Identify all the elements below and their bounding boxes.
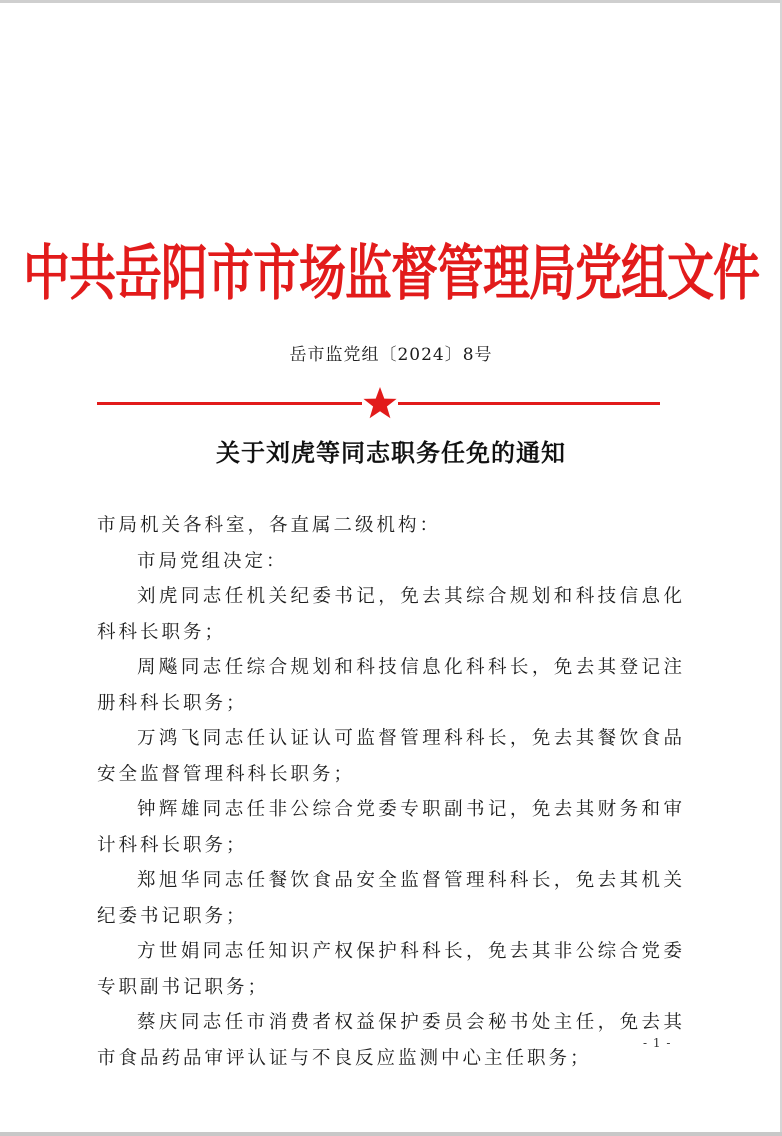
star-icon [362,386,398,420]
page-number: - 1 - [643,1036,672,1050]
scan-edge-bottom [0,1132,782,1136]
decision-intro: 市局党组决定： [137,550,288,572]
appointment-paragraph: 蔡庆同志任市消费者权益保护委员会秘书处主任，免去其市食品药品审评认证与不良反应监测中心主任职务； [97,1012,685,1069]
appointment-paragraph: 钟辉雄同志任非公综合党委专职副书记，免去其财务和审计科科长职务； [97,799,685,856]
notice-body [97,508,685,1076]
appointment-paragraph: 方世娟同志任知识产权保护科科长，免去其非公综合党委专职副书记职务； [97,941,685,998]
notice-title: 关于刘虎等同志职务任免的通知 [216,438,566,467]
red-divider-left [97,402,362,405]
appointment-paragraph: 万鸿飞同志任认证认可监督管理科科长，免去其餐饮食品安全监督管理科科长职务； [97,728,685,785]
appointment-paragraph: 刘虎同志任机关纪委书记，免去其综合规划和科技信息化科科长职务； [97,586,685,643]
red-divider-right [398,402,660,405]
appointment-paragraph: 郑旭华同志任餐饮食品安全监督管理科科长，免去其机关纪委书记职务； [97,870,685,927]
document-header-title: 中共岳阳市市场监督管理局党组文件 [23,238,759,310]
document-number: 岳市监党组〔2024〕8号 [289,345,493,365]
salutation: 市局机关各科室，各直属二级机构： [97,515,442,536]
appointment-paragraph: 周飚同志任综合规划和科技信息化科科长，免去其登记注册科科长职务； [97,657,685,714]
scan-edge-top [0,0,782,3]
